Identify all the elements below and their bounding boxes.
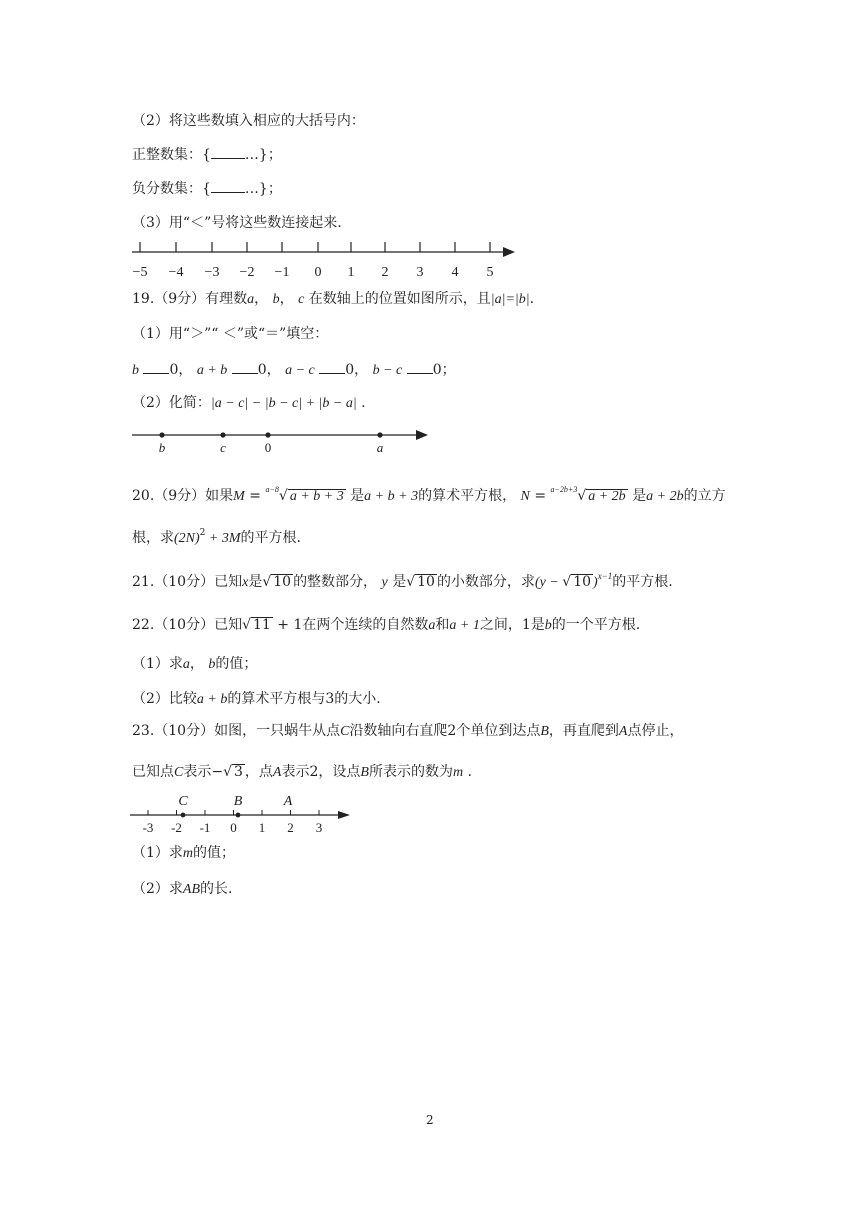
tick-label: 0	[314, 265, 322, 280]
point-label: 0	[264, 440, 272, 455]
tick-label: 1	[258, 820, 266, 835]
tick-label: −1	[274, 265, 290, 280]
page-number: 2	[426, 1113, 434, 1127]
q21: 21.（10分）已知x是√ 10 的整数部分， y 是√ 10 的小数部分，求(y − √ 10 )$^{x-1}$的平方根.	[132, 571, 673, 590]
tick-label: 3	[315, 820, 323, 835]
q19-part1: （1）用“＞”“ ＜”或“＝”填空：	[132, 326, 329, 342]
q19-head: 19.（9分）有理数a， b， c 在数轴上的位置如图所示，且|a|=|b|.	[132, 291, 535, 307]
point-dot	[181, 813, 186, 818]
q23-line1: 23.（10分）如图，一只蜗牛从点C沿数轴向右直爬2个单位到达点B，再直爬到A点停止，	[132, 723, 684, 739]
point-dot	[377, 432, 382, 437]
q22-part2: （2）比较a + b的算术平方根与3的大小.	[132, 691, 381, 707]
number-line-1	[120, 238, 530, 283]
tick-label: 3	[416, 265, 424, 280]
tick-label: 2	[287, 820, 294, 835]
tick-label: -1	[199, 820, 211, 835]
point-label: C	[178, 794, 188, 809]
q19-blanks: b 0， a + b 0， a − c 0， b − c 0；	[132, 362, 456, 378]
tick-label: 1	[347, 265, 355, 280]
tick-label: 5	[486, 265, 494, 280]
point-label: b	[158, 440, 166, 455]
q18-part3: （3）用“＜”号将这些数连接起来.	[132, 215, 342, 231]
point-dot	[159, 432, 164, 437]
q23-part1: （1）求m的值；	[132, 845, 236, 861]
q20-line2: 根，求$(2N)^2 + 3M$的平方根.	[132, 528, 301, 546]
point-label: a	[376, 440, 384, 455]
q23-part2: （2）求AB的长.	[132, 881, 233, 897]
tick-label: -3	[142, 820, 154, 835]
point-dot	[265, 432, 270, 437]
point-label: c	[220, 440, 226, 455]
q22-part1: （1）求a， b的值；	[132, 656, 258, 672]
tick-label: −4	[168, 265, 184, 280]
tick-label: -2	[171, 820, 182, 835]
number-line-3	[120, 790, 360, 835]
q23-line2: 已知点C表示−√ 3 ，点A表示2，设点B所表示的数为m .	[132, 764, 472, 780]
negative-fraction-set: 负分数集：{ …}；	[132, 181, 282, 197]
number-line-2	[120, 425, 440, 461]
q22: 22.（10分）已知√ 11 + 1在两个连续的自然数a和a + 1之间，1是b的一个平方根.	[132, 617, 641, 633]
answer-blank[interactable]	[211, 180, 245, 193]
point-label: A	[283, 794, 293, 809]
tick-label: 4	[451, 265, 459, 280]
q18-part2: （2）将这些数填入相应的大括号内：	[132, 113, 365, 129]
point-label: B	[233, 794, 243, 809]
tick-label: −3	[204, 265, 220, 280]
tick-label: −5	[132, 265, 148, 280]
q20-line1: 20.（9分）如果M = $^{a-8}$√ a + b + 3 是a + b + 3的算术平方根， N = $^{a-2b+3}$√ a + 2b 是a + 2b的立方	[132, 485, 726, 504]
positive-integer-set: 正整数集：{ …}；	[132, 147, 282, 163]
point-dot	[220, 432, 225, 437]
tick-label: −2	[239, 265, 255, 280]
answer-blank[interactable]	[211, 146, 245, 159]
q19-part2: （2）化简：|a − c| − |b − c| + |b − a| .	[132, 395, 366, 411]
tick-label: 0	[230, 820, 237, 835]
tick-label: 2	[381, 265, 389, 280]
point-dot	[236, 813, 241, 818]
